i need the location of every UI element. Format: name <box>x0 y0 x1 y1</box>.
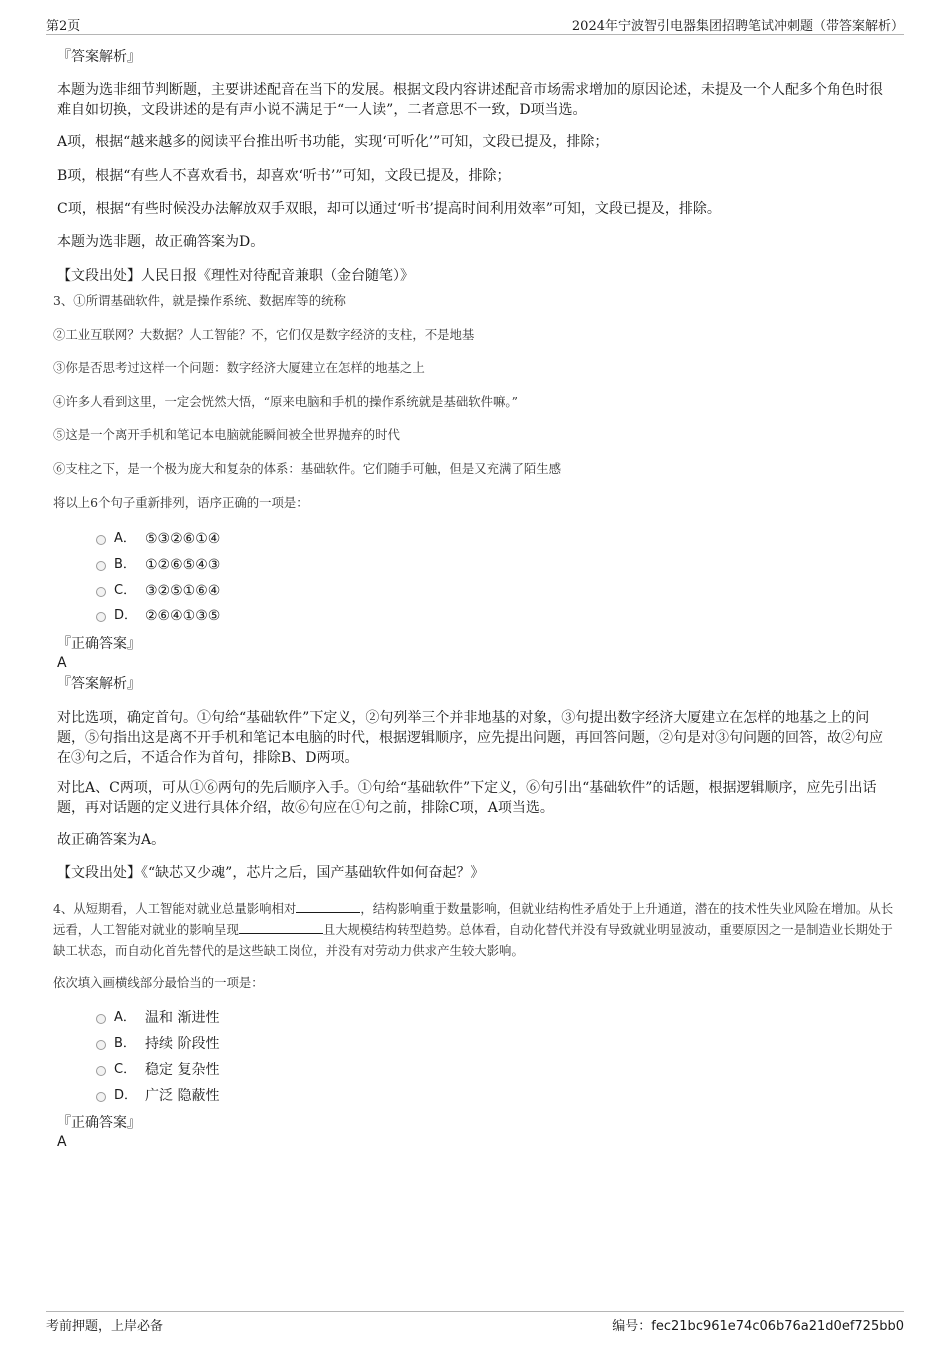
q3-stem: 3、①所谓基础软件，就是操作系统、数据库等的统称 <box>53 293 346 308</box>
q3-conclusion: 故正确答案为A。 <box>57 832 166 848</box>
radio-icon[interactable] <box>96 587 106 597</box>
q2-source: 【文段出处】人民日报《理性对待配音兼职（金台随笔）》 <box>57 268 414 284</box>
page-number: 第2页 <box>46 19 81 34</box>
radio-icon[interactable] <box>96 535 106 545</box>
option-text: ⑤③②⑥①④ <box>145 531 221 547</box>
radio-icon[interactable] <box>96 1092 106 1102</box>
radio-icon[interactable] <box>96 1040 106 1050</box>
option-letter: D． <box>114 608 138 623</box>
radio-icon[interactable] <box>96 612 106 622</box>
q4-prompt: 依次填入画横线部分最恰当的一项是： <box>53 975 264 990</box>
radio-icon[interactable] <box>96 1066 106 1076</box>
q3-sentence-6: ⑥支柱之下，是一个极为庞大和复杂的体系：基础软件。它们随手可触，但是又充满了陌生感 <box>53 461 562 476</box>
q4-blank-1[interactable] <box>296 900 360 913</box>
q3-answer: A <box>57 655 67 671</box>
q3-analysis-label: 『答案解析』 <box>57 676 141 692</box>
page-header <box>46 14 904 35</box>
q3-sentence-2: ②工业互联网？大数据？人工智能？不，它们仅是数字经济的支柱，不是地基 <box>53 327 475 342</box>
q4-answer: A <box>57 1134 67 1150</box>
option-text: ③②⑤①⑥④ <box>145 583 221 599</box>
option-text: ②⑥④①③⑤ <box>145 608 221 624</box>
option-letter: A． <box>114 1010 136 1025</box>
option-text: ①②⑥⑤④③ <box>145 557 221 573</box>
option-text: 温和 渐进性 <box>145 1010 220 1026</box>
footer-code-label: 编号： <box>612 1319 652 1334</box>
option-letter: A． <box>114 531 136 546</box>
q2-analysis-p1: 本题为选非细节判断题，主要讲述配音在当下的发展。根据文段内容讲述配音市场需求增加的原因论述，未提及一个人配多个角色时很难自如切换，文段讲述的是有声小说不满足于“一人读”，二者意思不一致，D项当选。 <box>57 82 883 118</box>
footer-code-value: fec21bc961e74c06b76a21d0ef725bb0 <box>651 1319 904 1334</box>
q3-analysis-p2: 对比A、C两项，可从①⑥两句的先后顺序入手。①句给“基础软件”下定义，⑥句引出“基础软件”的话题，根据逻辑顺序，应先引出话题，再对话题的定义进行具体介绍，故⑥句应在①句之前，排除C项，A项当选。 <box>57 780 877 816</box>
q3-answer-label: 『正确答案』 <box>57 636 141 652</box>
option-letter: C． <box>114 1062 137 1077</box>
q2-conclusion: 本题为选非题，故正确答案为D。 <box>57 234 265 250</box>
radio-icon[interactable] <box>96 561 106 571</box>
q2-analysis-c: C项，根据“有些时候没办法解放双手双眼，却可以通过‘听书’提高时间利用效率”可知，文段已提及，排除。 <box>57 201 721 217</box>
footer-slogan: 考前押题，上岸必备 <box>46 1319 164 1334</box>
q4-answer-label: 『正确答案』 <box>57 1115 141 1131</box>
option-text: 稳定 复杂性 <box>145 1062 220 1078</box>
page-footer <box>46 1311 904 1334</box>
q3-analysis-p1: 对比选项，确定首句。①句给“基础软件”下定义，②句列举三个并非地基的对象，③句提出数字经济大厦建立在怎样的地基之上的问题，⑤句指出这是离不开手机和笔记本电脑的时代，根据逻辑顺序，应先提出问题，再回答问题，②句是对③句问题的回答，故②句应在③句之后，不适合作为首句，排除B、D两项。 <box>57 710 883 766</box>
option-letter: D． <box>114 1088 138 1103</box>
q2-analysis-a: A项，根据“越来越多的阅读平台推出听书功能，实现‘可听化’”可知，文段已提及，排除； <box>57 134 609 150</box>
option-letter: C． <box>114 583 137 598</box>
q4-stem-before: 4、从短期看，人工智能对就业总量影响相对 <box>53 901 297 916</box>
q2-analysis-b: B项，根据“有些人不喜欢看书，却喜欢‘听书’”可知，文段已提及，排除； <box>57 168 511 184</box>
q4-stem-mid: ，结构影响重于数量影响，但就业结构性矛盾处于上升通道，潜在的技术性失业风险在增加。从长远看，人工智能对就业的影响呈现 <box>53 901 894 937</box>
q4-stem-after: 且大规模结构转型趋势。总体看，自动化替代并没有导致就业明显波动，重要原因之一是制造业长期处于缺工状态，而自动化首先替代的是这些缺工岗位，并没有对劳动力供求产生较大影响。 <box>53 922 893 958</box>
q2-analysis-label: 『答案解析』 <box>57 49 141 65</box>
q4-blank-2[interactable] <box>239 921 323 934</box>
q3-source: 【文段出处】《“缺芯又少魂”，芯片之后，国产基础软件如何奋起？》 <box>57 865 485 881</box>
option-letter: B． <box>114 1036 136 1051</box>
footer-code <box>612 1315 904 1334</box>
radio-icon[interactable] <box>96 1014 106 1024</box>
q4-stem <box>53 898 898 961</box>
option-text: 持续 阶段性 <box>145 1036 220 1052</box>
q3-sentence-4: ④许多人看到这里，一定会恍然大悟，“原来电脑和手机的操作系统就是基础软件嘛。” <box>53 394 518 409</box>
option-letter: B． <box>114 557 136 572</box>
option-text: 广泛 隐蔽性 <box>145 1088 220 1104</box>
q3-sentence-5: ⑤这是一个离开手机和笔记本电脑就能瞬间被全世界抛弃的时代 <box>53 427 400 442</box>
document-title: 2024年宁波智引电器集团招聘笔试冲刺题（带答案解析） <box>571 19 904 34</box>
q3-sentence-3: ③你是否思考过这样一个问题：数字经济大厦建立在怎样的地基之上 <box>53 360 425 375</box>
q3-prompt: 将以上6个句子重新排列，语序正确的一项是： <box>53 495 309 510</box>
